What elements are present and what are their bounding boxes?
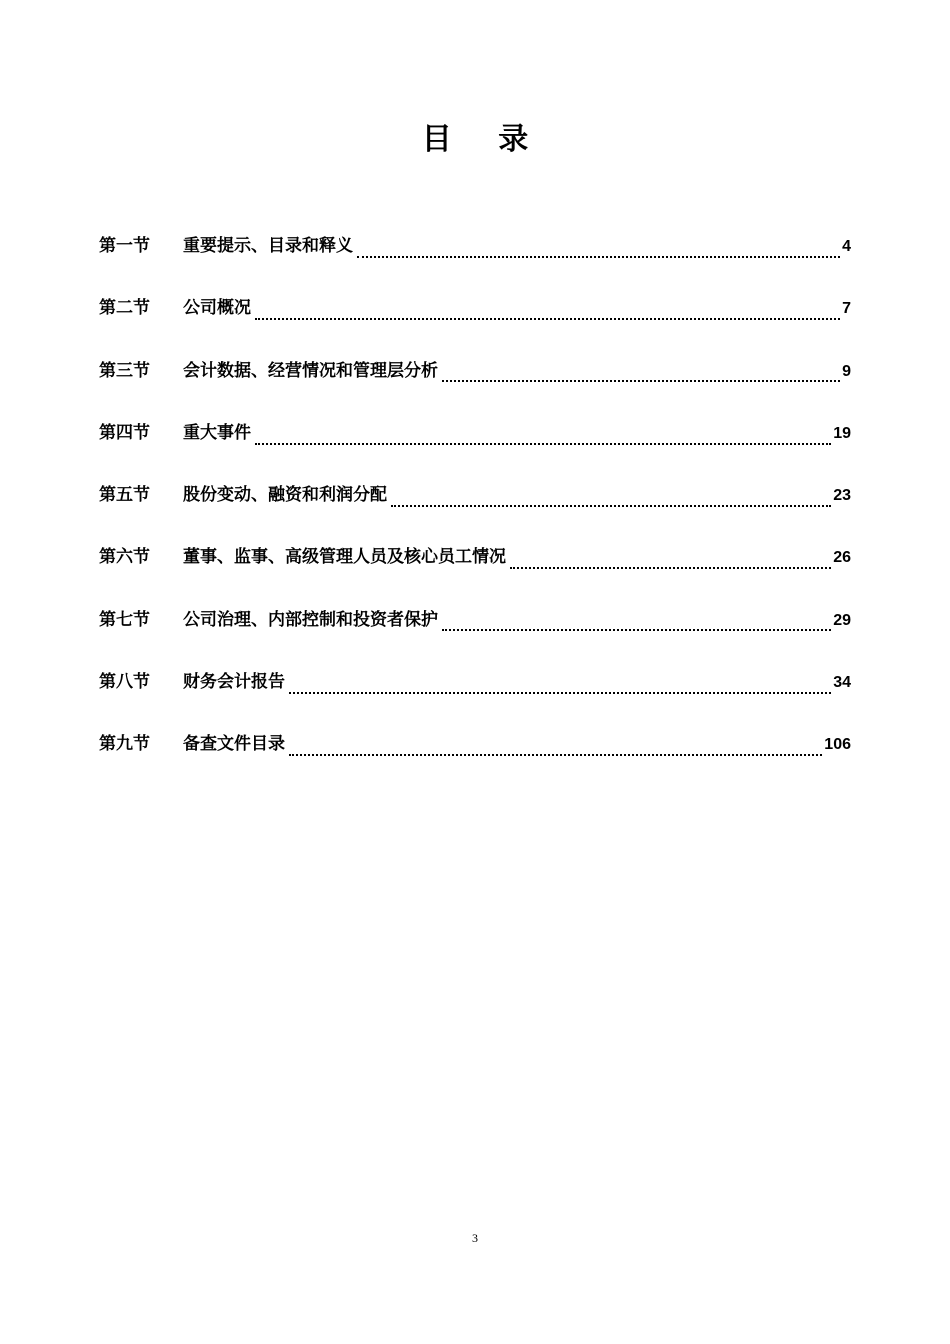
toc-section-title: 会计数据、经营情况和管理层分析 [183,360,438,381]
toc-entry[interactable] [99,603,851,665]
toc-section-number: 第二节 [99,298,150,319]
page-number: 3 [472,1231,478,1245]
toc-page-number: 26 [833,549,851,567]
toc-section-title: 股份变动、融资和利润分配 [183,485,387,506]
toc-entry[interactable] [99,478,851,540]
toc-section-number: 第六节 [99,547,150,568]
toc-entry[interactable] [99,229,851,291]
toc-section-title: 董事、监事、高级管理人员及核心员工情况 [183,547,506,568]
toc-entry[interactable] [99,665,851,727]
toc-dot-leader [510,566,831,569]
toc-entry[interactable] [99,291,851,353]
table-of-contents [99,229,851,790]
toc-page-number: 23 [833,487,851,505]
page-title: 目 录 [421,122,547,157]
toc-section-title: 备查文件目录 [183,734,285,755]
toc-dot-leader [289,753,822,756]
toc-section-title: 重大事件 [183,422,251,443]
toc-section-number: 第七节 [99,609,150,630]
toc-section-number: 第五节 [99,485,150,506]
toc-page-number: 19 [833,424,851,442]
toc-dot-leader [289,691,831,694]
toc-dot-leader [357,255,840,258]
toc-section-number: 第三节 [99,360,150,381]
toc-section-title: 财务会计报告 [183,672,285,693]
toc-section-number: 第九节 [99,734,150,755]
toc-page-number: 7 [842,300,851,318]
toc-dot-leader [255,442,831,445]
toc-page-number: 34 [833,674,851,692]
toc-page-number: 29 [833,611,851,629]
toc-section-title: 公司概况 [183,298,251,319]
toc-section-title: 公司治理、内部控制和投资者保护 [183,609,438,630]
toc-dot-leader [442,379,840,382]
toc-section-number: 第四节 [99,422,150,443]
toc-page-number: 106 [824,736,851,754]
toc-page-number: 4 [842,238,851,255]
toc-dot-leader [255,317,840,320]
toc-section-title: 重要提示、目录和释义 [183,236,353,256]
toc-entry[interactable] [99,354,851,416]
toc-entry[interactable] [99,540,851,602]
toc-page-number: 9 [842,362,851,380]
toc-section-number: 第八节 [99,672,150,693]
toc-entry[interactable] [99,727,851,789]
toc-entry[interactable] [99,416,851,478]
toc-dot-leader [391,504,831,507]
toc-section-number: 第一节 [99,236,150,256]
toc-dot-leader [442,628,831,631]
